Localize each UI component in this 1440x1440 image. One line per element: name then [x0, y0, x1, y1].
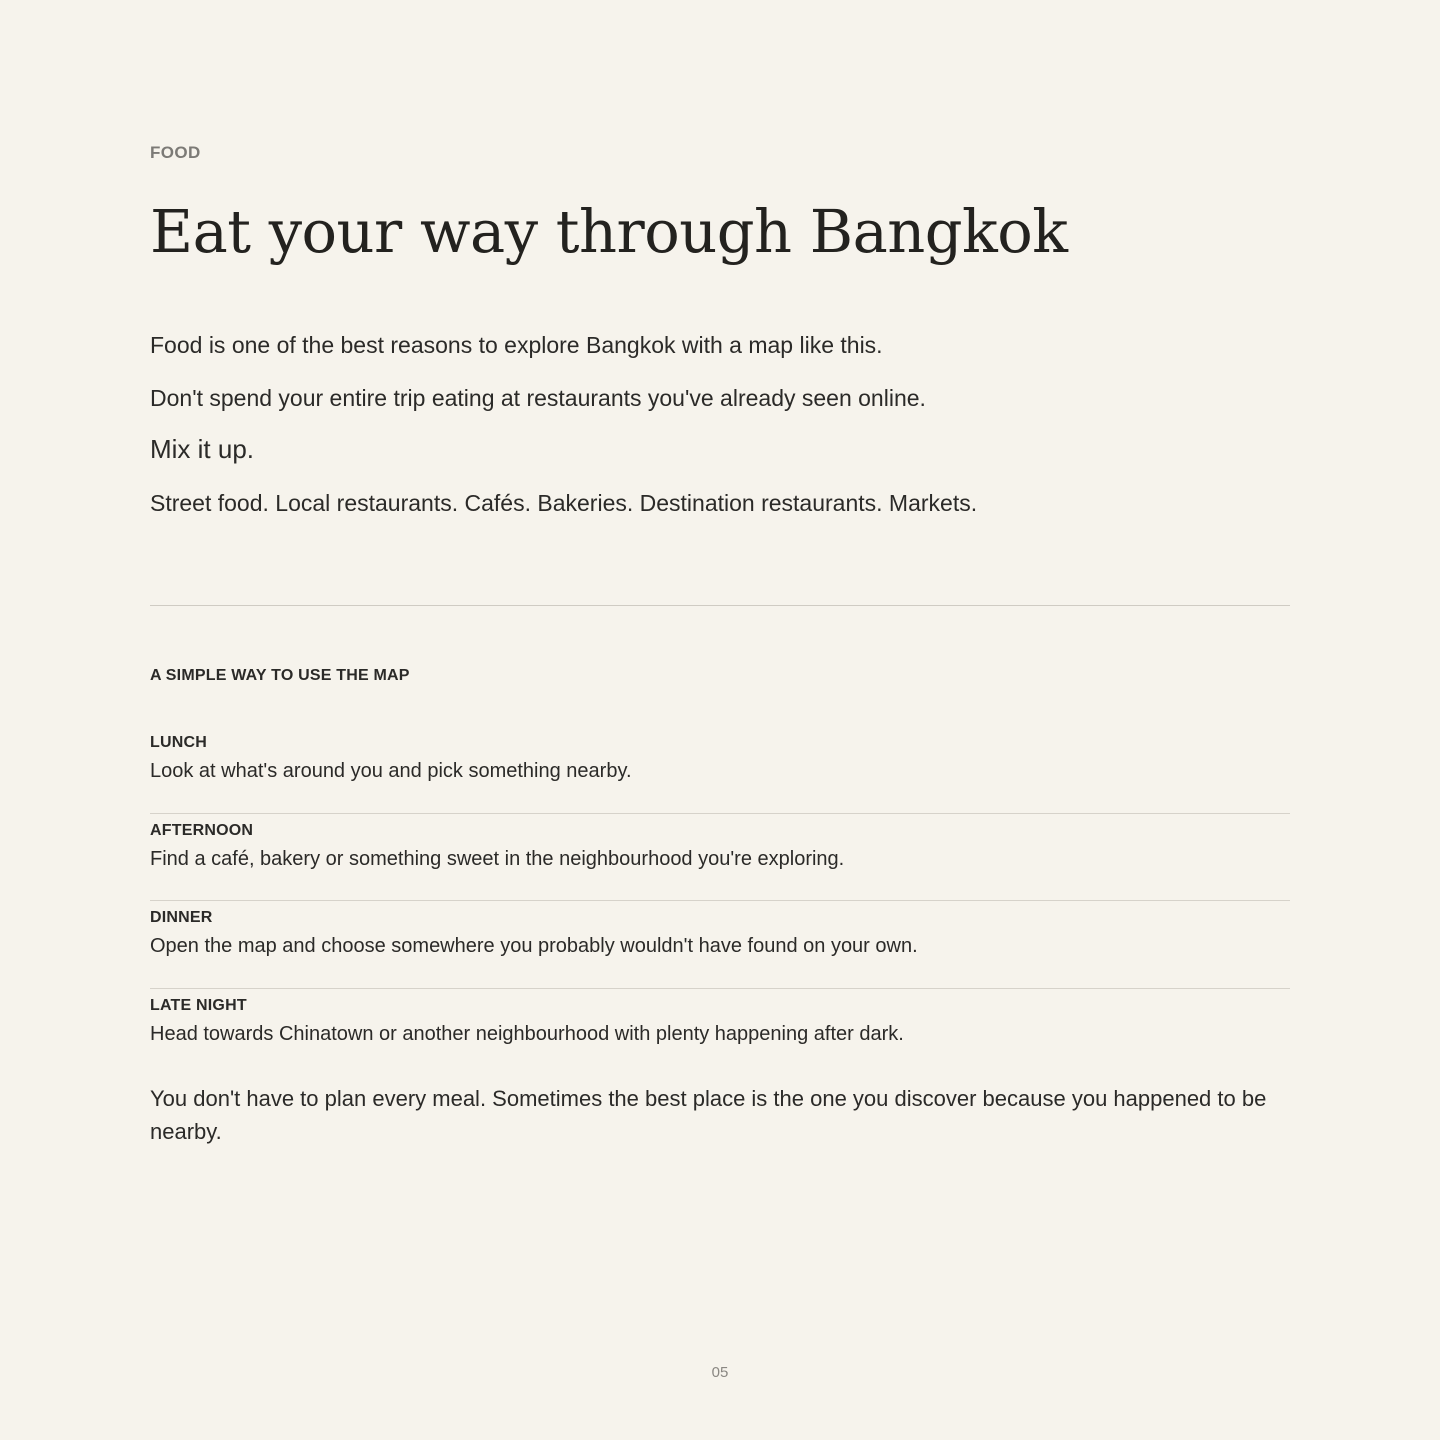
step-label: LATE NIGHT [150, 997, 247, 1014]
step-description: Head towards Chinatown or another neighbourhood with plenty happening after dark. [150, 1023, 904, 1045]
section-divider [150, 605, 1290, 606]
intro-paragraph: Food is one of the best reasons to explore Bangkok with a map like this. [150, 332, 883, 358]
step-description: Look at what's around you and pick something nearby. [150, 760, 632, 782]
intro-paragraph: Street food. Local restaurants. Cafés. Bakeries. Destination restaurants. Markets. [150, 490, 978, 516]
meal-step-dinner [150, 908, 1290, 959]
step-description: Open the map and choose somewhere you probably wouldn't have found on your own. [150, 935, 918, 957]
meal-step-afternoon [150, 821, 1290, 872]
section-label: FOOD [150, 143, 201, 162]
page-number: 05 [711, 1364, 729, 1381]
step-label: DINNER [150, 909, 213, 926]
step-divider [150, 900, 1290, 901]
closing-paragraph: You don't have to plan every meal. Sometimes the best place is the one you discover because you happened to be nearby. [150, 1086, 1267, 1144]
step-description: Find a café, bakery or something sweet in the neighbourhood you're exploring. [150, 848, 845, 870]
step-divider [150, 988, 1290, 989]
step-label: AFTERNOON [150, 822, 254, 839]
meal-step-late-night [150, 996, 1290, 1047]
page-content [150, 0, 1290, 1440]
step-label: LUNCH [150, 734, 207, 751]
page-title: Eat your way through Bangkok [150, 197, 1068, 266]
intro-paragraph: Mix it up. [150, 434, 255, 464]
guide-heading: A SIMPLE WAY TO USE THE MAP [150, 667, 410, 684]
intro-paragraph: Don't spend your entire trip eating at restaurants you've already seen online. [150, 385, 926, 411]
meal-step-lunch [150, 733, 1290, 784]
step-divider [150, 813, 1290, 814]
